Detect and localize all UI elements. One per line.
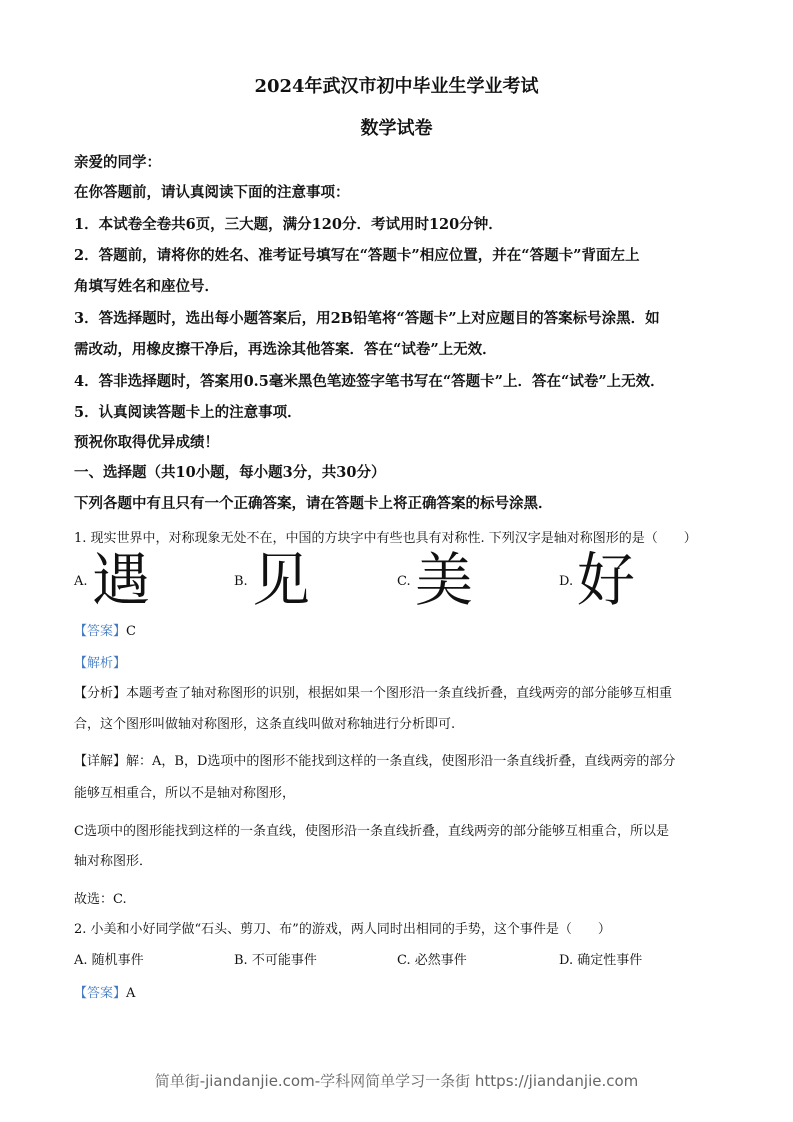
q1-answer [74,620,136,639]
fenxi-line: 合，这个图形叫做轴对称图形，这条直线叫做对称轴进行分析即可. [74,717,456,732]
q1-option-a-label: A. [74,574,88,589]
q1-conclusion: 故选：C. [74,892,127,907]
q2-stem: 2. 小美和小好同学做“石头、剪刀、布”的游戏，两人同时出相同的手势，这个事件是（ ） [74,922,611,937]
q2-option-c: C. 必然事件 [397,953,467,968]
xiangjie-line: 轴对称图形． [74,854,153,869]
q2-answer [74,982,135,1001]
answer-tag: 【答案】 [74,624,127,639]
notice-line: 亲爱的同学： [74,154,161,171]
notice-line: 2．答题前，请将你的姓名、准考证号填写在“答题卡”相应位置，并在“答题卡”背面左上 [74,247,640,264]
q1-option-a-char: 遇 [92,546,151,614]
notice-line: 预祝你取得优异成绩！ [74,434,219,451]
notice-line: 需改动，用橡皮擦干净后，再选涂其他答案．答在“试卷”上无效． [74,341,497,358]
fenxi-line [74,682,672,701]
q2-option-b: B. 不可能事件 [234,953,317,968]
xiangjie-line: 能够互相重合，所以不是轴对称图形， [74,786,296,801]
xiangjie-tag: 【详解】 [74,754,127,769]
section-heading: 一、选择题（共10小题，每小题3分，共30分） [74,464,386,481]
fenxi-text: 本题考查了轴对称图形的识别，根据如果一个图形沿一条直线折叠，直线两旁的部分能够互相重 [126,686,673,701]
page-subtitle: 数学试卷 [360,118,433,139]
q1-stem: 1. 现实世界中，对称现象无处不在，中国的方块字中有些也具有对称性. 下列汉字是轴对称图形的是（ ） [74,531,697,546]
answer-value: A [126,986,136,1001]
footer-watermark: 简单街-jiandanjie.com-学科网简单学习一条街 https://jiandanjie.com [154,1072,639,1090]
q1-option-c-label: C. [397,574,411,589]
q2-option-a: A. 随机事件 [74,953,144,968]
q1-option-b-char: 见 [252,546,311,614]
notice-line: 3．答选择题时，选出每小题答案后，用2B铅笔将“答题卡”上对应题目的答案标号涂黑．如 [74,310,660,327]
fenxi-tag: 【分析】 [74,686,127,701]
answer-value: C [126,624,136,639]
xiangjie-line: C选项中的图形能找到这样的一条直线，使图形沿一条直线折叠，直线两旁的部分能够互相重合，所以是 [74,824,669,839]
q1-option-c-char: 美 [415,546,474,614]
q1-option-d-label: D. [559,574,574,589]
notice-line: 4．答非选择题时，答案用0.5毫米黑色笔迹签字笔书写在“答题卡”上．答在“试卷”上无效． [74,373,665,390]
q2-option-d: D. 确定性事件 [559,953,643,968]
notice-line: 5．认真阅读答题卡上的注意事项． [74,404,302,421]
notice-line: 在你答题前，请认真阅读下面的注意事项： [74,184,350,201]
page-title: 2024年武汉市初中毕业生学业考试 [254,76,539,97]
answer-tag: 【答案】 [74,986,127,1001]
xiangjie-text: 解：A，B，D选项中的图形不能找到这样的一条直线，使图形沿一条直线折叠，直线两旁的部分 [126,754,676,769]
analysis-tag: 【解析】 [74,656,127,671]
section-instruction: 下列各题中有且只有一个正确答案，请在答题卡上将正确答案的标号涂黑． [74,495,553,512]
notice-line: 1．本试卷全卷共6页，三大题，满分120分．考试用时120分钟． [74,216,503,233]
q1-option-b-label: B. [234,574,248,589]
q1-option-d-char: 好 [577,546,636,614]
notice-line: 角填写姓名和座位号． [74,278,219,295]
xiangjie-line [74,750,675,769]
